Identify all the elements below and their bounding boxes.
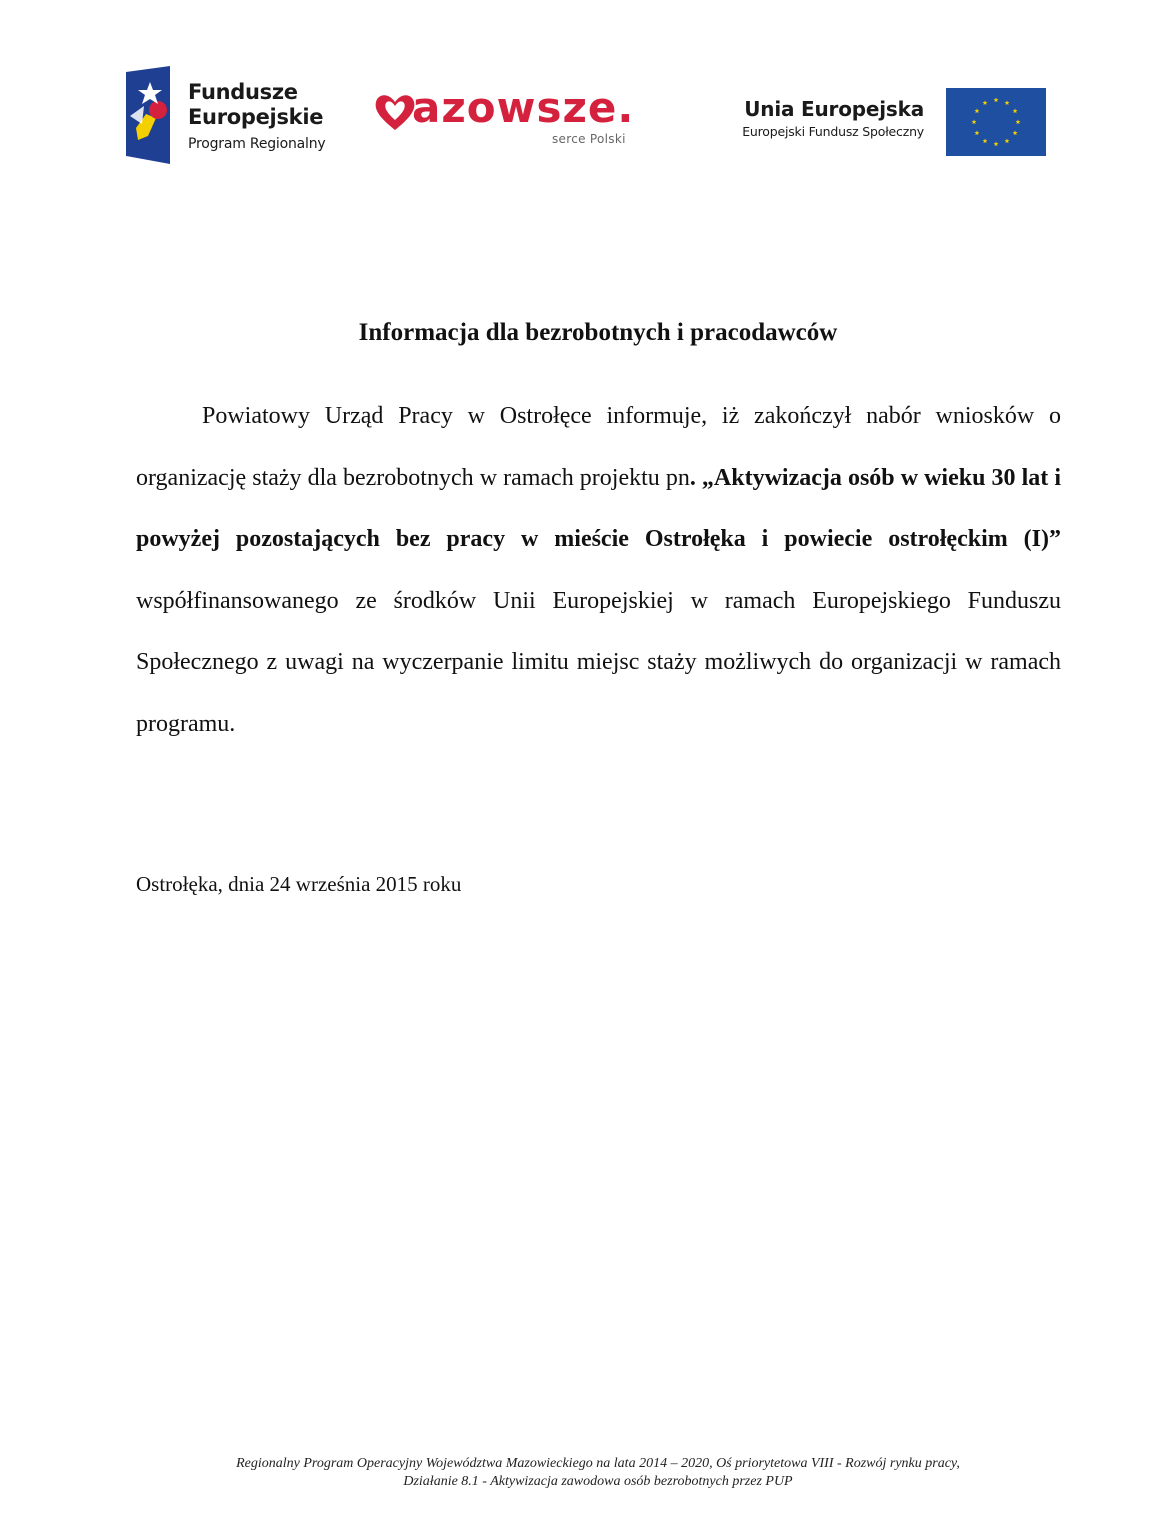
fundusze-europejskie-logo (122, 66, 362, 166)
mazowsze-wordmark: azowsze. (412, 83, 635, 132)
document-title: Informacja dla bezrobotnych i pracodawców (358, 319, 838, 346)
fundusze-line-3: Program Regionalny (188, 136, 326, 152)
unia-europejska-logo (710, 86, 1050, 158)
mazowsze-tagline: serce Polski (552, 132, 626, 146)
fundusze-line-2: Europejskie (188, 105, 324, 129)
document-date: Ostrołęka, dnia 24 września 2015 roku (136, 872, 462, 896)
paragraph-dot: . (689, 464, 696, 491)
fundusze-line-1: Fundusze (188, 80, 298, 104)
unia-line-1: Unia Europejska (744, 97, 924, 121)
footer-line-1: Regionalny Program Operacyjny Województwa Mazowieckiego na lata 2014 – 2020, Oś priorytetowa VIII - Rozwój rynku pracy, (236, 1456, 960, 1471)
footer-line-2: Działanie 8.1 - Aktywizacja zawodowa osób bezrobotnych przez PUP (403, 1474, 793, 1489)
document-footer (0, 1455, 1170, 1491)
eu-flag-icon (946, 88, 1046, 156)
document-paragraph (136, 386, 1061, 756)
project-name: „Aktywizacja osób w wieku 30 lat i powyżej pozostających bez pracy w mieście Ostrołęka i powiecie ostrołęckim (I)” (136, 464, 1061, 553)
mazowsze-heart-icon (374, 92, 416, 132)
logo-header (0, 0, 1170, 180)
paragraph-tail: współfinansowanego ze środków Unii Europejskiej w ramach Europejskiego Funduszu Społecznego z uwagi na wyczerpanie limitu miejsc staży możliwych do organizacji w ramach programu. (136, 587, 1061, 737)
unia-line-2: Europejski Fundusz Społeczny (742, 124, 924, 139)
fundusze-europejskie-star-icon (122, 66, 172, 164)
paragraph-lead: Powiatowy Urząd Pracy w Ostrołęce informuje, iż zakończył nabór wniosków o organizację staży dla bezrobotnych w ramach projektu pn (136, 403, 1061, 491)
mazowsze-logo (374, 83, 646, 158)
